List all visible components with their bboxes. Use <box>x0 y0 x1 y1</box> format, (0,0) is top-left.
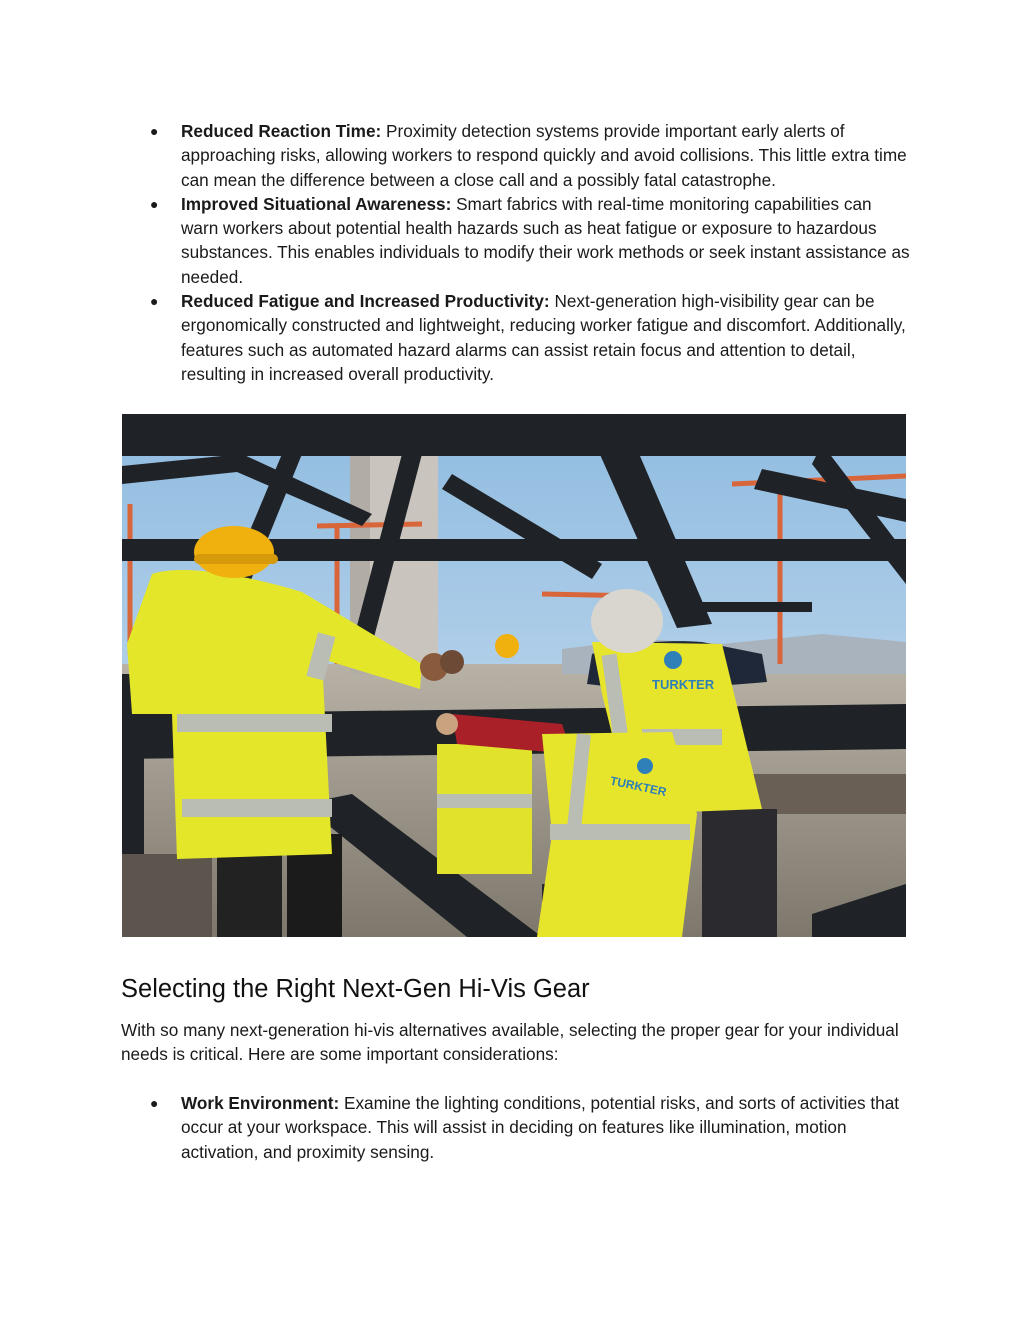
construction-workers-photo <box>122 414 906 937</box>
list-item-text: Next-generation high-visibility gear can be ergonomically constructed and lightweight, reducing worker fatigue and discomfort. Additionally, features such as automated hazard alarms can assist retain focus and attention to detail, resulting in increased overall productivity. <box>181 291 906 384</box>
bullet-icon: ● <box>150 293 159 310</box>
list-item <box>150 192 910 289</box>
considerations-list <box>150 1091 910 1164</box>
list-item-text: Smart fabrics with real-time monitoring capabilities can warn workers about potential health hazards such as heat fatigue or exposure to hazardous substances. This enables individuals to modify their work methods or seek instant assistance as needed. <box>181 193 910 287</box>
vest-logo-text: TURKTER <box>608 773 668 800</box>
benefits-list <box>150 119 910 386</box>
list-item <box>150 289 910 386</box>
list-item <box>150 119 910 192</box>
list-item <box>150 1091 910 1164</box>
list-item-title: Reduced Reaction Time: <box>181 121 382 141</box>
section-intro: With so many next-generation hi-vis alternatives available, selecting the proper gear for your individual needs is critical. Here are some important considerations: <box>121 1020 899 1065</box>
list-item-text: Examine the lighting conditions, potential risks, and sorts of activities that occur at your workspace. This will assist in deciding on features like illumination, motion activation, and proximity sensing. <box>181 1093 900 1162</box>
list-item-title: Improved Situational Awareness: <box>181 193 452 214</box>
list-item-text: Proximity detection systems provide important early alerts of approaching risks, allowing workers to respond quickly and avoid collisions. This little extra time can mean the difference between a close call and a possibly fatal catastrophe. <box>181 121 907 190</box>
bullet-icon: ● <box>150 1095 159 1111</box>
bullet-icon: ● <box>150 195 159 212</box>
bullet-icon: ● <box>150 123 159 139</box>
list-item-title: Reduced Fatigue and Increased Productivity: <box>181 291 550 312</box>
list-item-title: Work Environment: <box>181 1093 340 1113</box>
vest-logo-text: TURKTER <box>652 677 715 692</box>
section-heading: Selecting the Right Next-Gen Hi-Vis Gear <box>121 975 590 1003</box>
